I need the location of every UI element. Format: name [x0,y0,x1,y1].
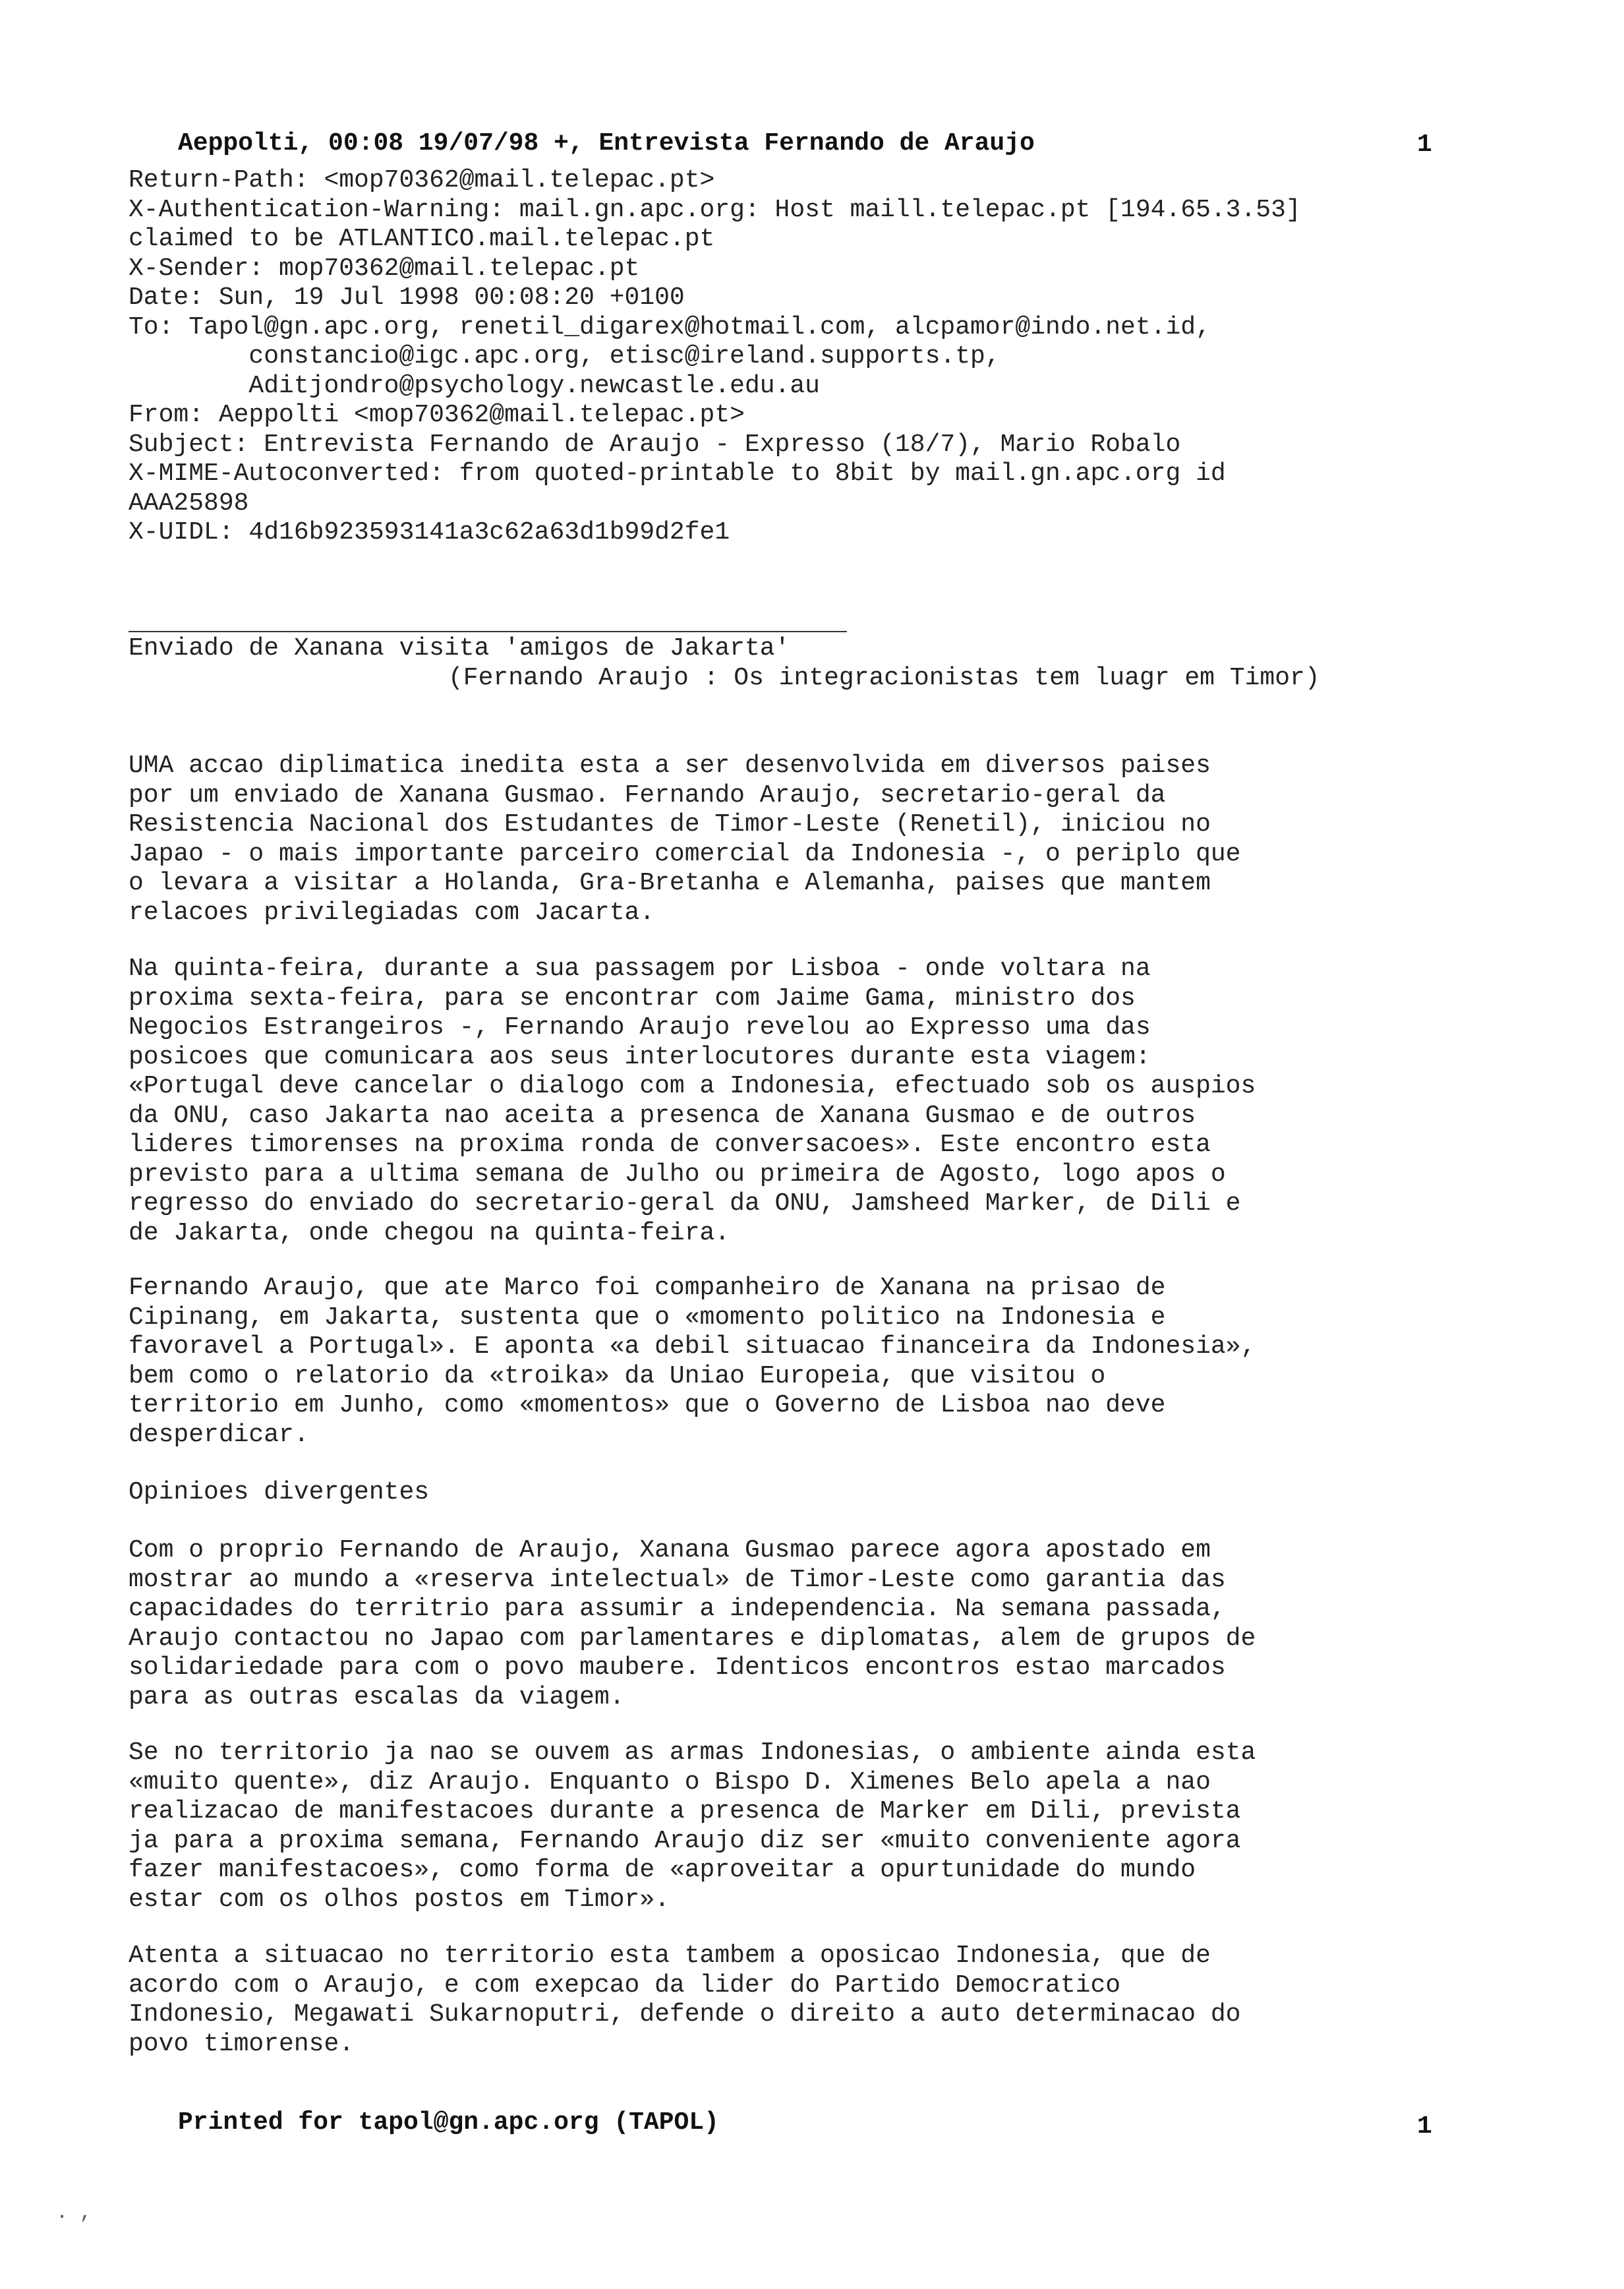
paragraph-line: UMA accao diplimatica inedita esta a ser desenvolvida em diversos paises [129,752,1211,780]
paragraph-line: solidariedade para com o povo maubere. Identicos encontros estao marcados [129,1653,1226,1682]
paragraph-line: previsto para a ultima semana de Julho ou primeira de Agosto, logo apos o [129,1160,1226,1189]
paragraph-line: o levara a visitar a Holanda, Gra-Bretanha e Alemanha, paises que mantem [129,869,1211,897]
mail-header-line: Subject: Entrevista Fernando de Araujo - Expresso (18/7), Mario Robalo [129,430,1181,459]
paragraph-line: Se no territorio ja nao se ouvem as armas Indonesias, o ambiente ainda esta [129,1739,1256,1767]
scan-marks: . , [56,2202,92,2224]
paragraph-line: Com o proprio Fernando de Araujo, Xanana Gusmao parece agora apostado em [129,1536,1211,1564]
article-paragraph [129,1536,1513,1712]
paragraph-line: por um enviado de Xanana Gusmao. Fernando Araujo, secretario-geral da [129,781,1166,810]
article-paragraph [129,1739,1513,1915]
footer-page-number: 1 [1417,2112,1432,2141]
paragraph-line: Cipinang, em Jakarta, sustenta que o «momento politico na Indonesia e [129,1303,1166,1332]
paragraph-line: posicoes que comunicara aos seus interlocutores durante esta viagem: [129,1042,1151,1071]
mail-header-line: Return-Path: <mop70362@mail.telepac.pt> [129,166,715,194]
paragraph-line: fazer manifestacoes», como forma de «aproveitar a opurtunidade do mundo [129,1856,1196,1884]
paragraph-line: realizacao de manifestacoes durante a presenca de Marker em Dili, prevista [129,1797,1241,1826]
footer-printed-for: Printed for tapol@gn.apc.org (TAPOL) [178,2108,719,2137]
paragraph-line: Negocios Estrangeiros -, Fernando Araujo revelou ao Expresso uma das [129,1013,1151,1042]
mail-headers [129,166,1513,548]
mail-header-line: X-UIDL: 4d16b923593141a3c62a63d1b99d2fe1 [129,518,730,547]
mail-header-line: X-Sender: mop70362@mail.telepac.pt [129,254,640,283]
paragraph-line: «muito quente», diz Araujo. Enquanto o Bispo D. Ximenes Belo apela a nao [129,1768,1211,1797]
paragraph-line: regresso do enviado do secretario-geral da ONU, Jamsheed Marker, de Dili e [129,1189,1241,1218]
paragraph-line: de Jakarta, onde chegou na quinta-feira. [129,1218,730,1247]
paragraph-line: Atenta a situacao no territorio esta tambem a oposicao Indonesia, que de [129,1942,1211,1970]
article-paragraph [129,1942,1513,2059]
paragraph-line: mostrar ao mundo a «reserva intelectual» de Timor-Leste como garantia das [129,1565,1226,1594]
paragraph-line: Fernando Araujo, que ate Marco foi companheiro de Xanana na prisao de [129,1274,1166,1302]
article-paragraph [129,752,1513,928]
paragraph-line: Na quinta-feira, durante a sua passagem por Lisboa - onde voltara na [129,955,1151,983]
mail-header-line: constancio@igc.apc.org, etisc@ireland.supports.tp, [129,342,1000,371]
article-headline: Enviado de Xanana visita 'amigos de Jakarta' [129,634,790,663]
article-paragraph [129,955,1513,1248]
mail-header-line: To: Tapol@gn.apc.org, renetil_digarex@hotmail.com, alcpamor@indo.net.id, [129,312,1211,342]
paragraph-line: «Portugal deve cancelar o dialogo com a Indonesia, efectuado sob os auspios [129,1072,1256,1100]
mail-header-line: Date: Sun, 19 Jul 1998 00:08:20 +0100 [129,283,685,312]
paragraph-line: Resistencia Nacional dos Estudantes de Timor-Leste (Renetil), iniciou no [129,810,1211,839]
mail-header-line: Aditjondro@psychology.newcastle.edu.au [129,371,820,400]
paragraph-line: lideres timorenses na proxima ronda de conversacoes». Este encontro esta [129,1131,1211,1159]
paragraph-line: bem como o relatorio da «troika» da Uniao Europeia, que visitou o [129,1361,1106,1390]
mail-header-line: X-Authentication-Warning: mail.gn.apc.org: Host maill.telepac.pt [194.65.3.53] [129,195,1301,224]
page-header-page-number: 1 [1417,131,1432,159]
section-heading: Opinioes divergentes [129,1478,430,1506]
paragraph-line: relacoes privilegiadas com Jacarta. [129,898,655,927]
paragraph-line: Araujo contactou no Japao com parlamentares e diplomatas, alem de grupos de [129,1624,1256,1653]
headline-separator [129,631,847,632]
mail-header-line: claimed to be ATLANTICO.mail.telepac.pt [129,225,715,253]
paragraph-line: acordo com o Araujo, e com exepcao da lider do Partido Democratico [129,1971,1121,2000]
mail-header-line: From: Aeppolti <mop70362@mail.telepac.pt> [129,401,745,429]
paragraph-line: Japao - o mais importante parceiro comercial da Indonesia -, o periplo que [129,839,1241,868]
paragraph-line: estar com os olhos postos em Timor». [129,1885,670,1914]
paragraph-line: da ONU, caso Jakarta nao aceita a presenca de Xanana Gusmao e de outros [129,1101,1196,1130]
paragraph-line: Indonesio, Megawati Sukarnoputri, defende o direito a auto determinacao do [129,2000,1241,2029]
paragraph-line: ja para a proxima semana, Fernando Araujo diz ser «muito conveniente agora [129,1826,1241,1855]
paragraph-line: favoravel a Portugal». E aponta «a debil situacao financeira da Indonesia», [129,1332,1256,1361]
paragraph-line: territorio em Junho, como «momentos» que o Governo de Lisboa nao deve [129,1391,1166,1419]
page-header-title: Aeppolti, 00:08 19/07/98 +, Entrevista Fernando de Araujo [178,129,1035,158]
paragraph-line: povo timorense. [129,2029,355,2058]
mail-header-line: X-MIME-Autoconverted: from quoted-printable to 8bit by mail.gn.apc.org id [129,460,1226,488]
mail-header-line: AAA25898 [129,489,249,518]
paragraph-line: proxima sexta-feira, para se encontrar com Jaime Gama, ministro dos [129,984,1136,1013]
paragraph-line: para as outras escalas da viagem. [129,1682,625,1711]
paragraph-line: capacidades do territrio para assumir a independencia. Na semana passada, [129,1595,1226,1623]
paragraph-line: desperdicar. [129,1420,309,1449]
article-subheadline: (Fernando Araujo : Os integracionistas tem luagr em Timor) [448,664,1320,692]
article-paragraph [129,1274,1513,1450]
